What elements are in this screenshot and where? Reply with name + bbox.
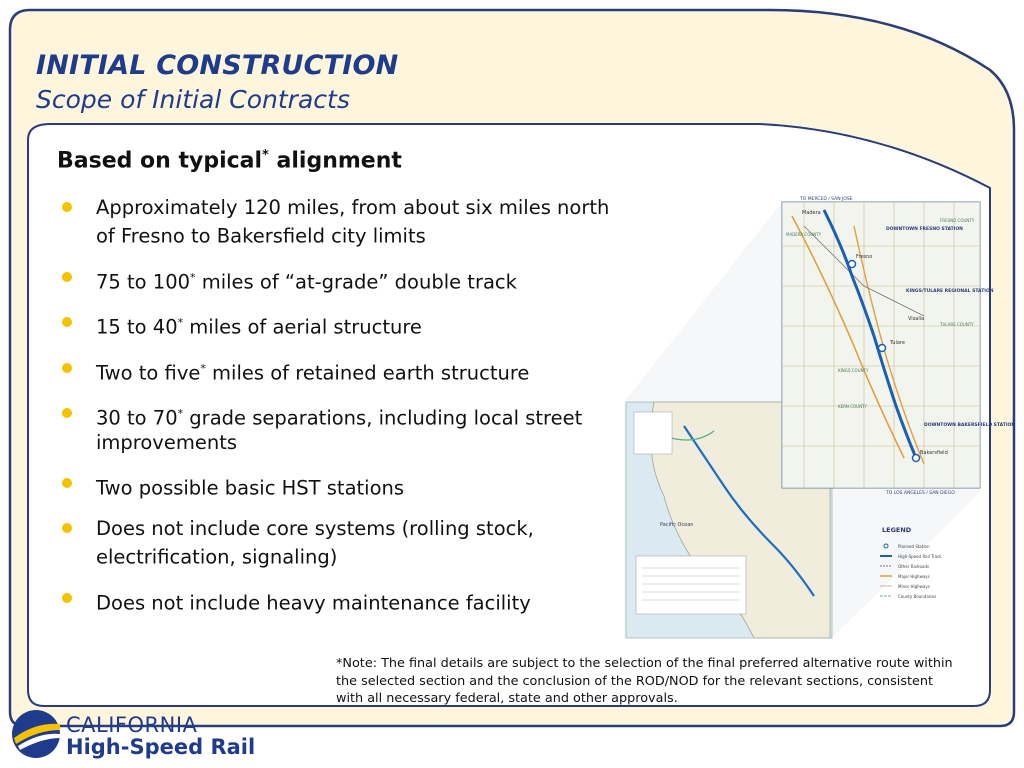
bullet-dot-icon (62, 478, 72, 488)
section-heading (57, 148, 402, 173)
list-item: 30 to 70* grade separations, including local street improvements (58, 402, 618, 455)
list-item: 75 to 100* miles of “at-grade” double track (58, 266, 618, 295)
logo-line-2: High-Speed Rail (66, 735, 256, 759)
bullet-list (58, 196, 618, 632)
route-map (624, 196, 1016, 638)
list-item: Does not include heavy maintenance facility (58, 587, 618, 616)
county-label: FRESNO COUNTY (940, 218, 975, 223)
legend-item: Planned Station (898, 544, 930, 549)
county-label: MADERA COUNTY (786, 232, 822, 237)
heading-star: * (262, 148, 269, 163)
city-label: Visalia (908, 316, 925, 322)
county-label: KINGS COUNTY (838, 368, 869, 373)
bullet-dot-icon (62, 202, 72, 212)
station-label: DOWNTOWN BAKERSFIELD STATION (924, 423, 1016, 428)
legend-item: Major Highways (898, 574, 930, 579)
ocean-label: Pacific Ocean (660, 522, 694, 528)
list-item: 15 to 40* miles of aerial structure (58, 311, 618, 340)
county-label: KERN COUNTY (838, 404, 867, 409)
logo-line-1: CALIFORNIA (66, 713, 198, 737)
slide-title (36, 50, 398, 114)
legend-item: County Boundaries (898, 594, 937, 599)
title-main: INITIAL CONSTRUCTION (36, 50, 399, 81)
city-label: Bakersfield (920, 450, 948, 456)
bullet-dot-icon (62, 593, 72, 603)
county-label: TULARE COUNTY (940, 322, 974, 327)
legend-item: High-Speed Rail Track (898, 554, 942, 559)
heading-text: Based on typical (57, 148, 263, 174)
title-subtitle: Scope of Initial Contracts (36, 85, 350, 114)
map-top-arrow-label: TO MERCED / SAN JOSE (800, 197, 853, 202)
map-bottom-arrow-label: TO LOS ANGELES / SAN DIEGO (886, 491, 955, 496)
list-item: Two possible basic HST stations (58, 472, 618, 501)
list-item: Does not include core systems (rolling stock, electrification, signaling) (58, 517, 618, 570)
bullet-dot-icon (62, 363, 72, 373)
bullet-dot-icon (62, 317, 72, 327)
station-label: KINGS/TULARE REGIONAL STATION (906, 289, 994, 294)
bullet-dot-icon (62, 408, 72, 418)
list-item: Two to five* miles of retained earth structure (58, 357, 618, 386)
logo-wordmark (66, 713, 255, 759)
legend-title: LEGEND (882, 526, 912, 534)
bullet-dot-icon (62, 523, 72, 533)
heading-rest: alignment (268, 148, 402, 174)
station-label: DOWNTOWN FRESNO STATION (886, 227, 963, 232)
legend-item: Minor Highways (898, 584, 930, 589)
list-item: Approximately 120 miles, from about six miles north of Fresno to Bakersfield city limits (58, 196, 618, 249)
city-label: Tulare (890, 340, 905, 346)
city-label: Fresno (856, 254, 873, 260)
legend-item: Other Railroads (898, 564, 930, 569)
footnote: *Note: The final details are subject to the selection of the final preferred alternative route within the selected section and the conclusion of the ROD/NOD for the relevant sections, consistent with all necessary federal, state and other approvals. (336, 656, 953, 706)
bullet-dot-icon (62, 272, 72, 282)
city-label: Madera (802, 210, 821, 216)
